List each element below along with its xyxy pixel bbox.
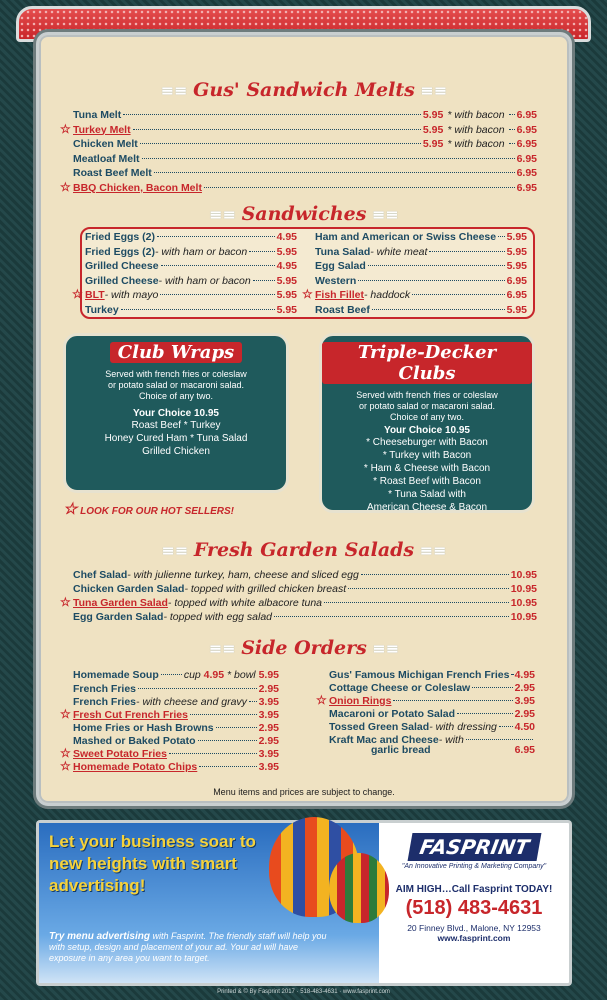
ad-sky bbox=[39, 823, 379, 983]
menu-row bbox=[60, 595, 537, 609]
menu-panel bbox=[36, 32, 572, 806]
item-name: French Fries bbox=[73, 696, 137, 708]
hot-sellers-note: ☆ LOOK FOR OUR HOT SELLERS! bbox=[63, 501, 235, 518]
item-name: French Fries bbox=[73, 683, 137, 695]
item-name: Tossed Green Salad bbox=[329, 721, 430, 733]
item-name: BBQ Chicken, Bacon Melt bbox=[73, 181, 202, 194]
item-note: - topped with grilled chicken breast bbox=[184, 583, 347, 595]
item-extra-price: 6.95 bbox=[516, 138, 537, 150]
item-price: 2.95 bbox=[258, 735, 279, 747]
wraps-line-2: Honey Cured Ham * Tuna Salad bbox=[104, 433, 248, 444]
menu-row bbox=[73, 722, 279, 734]
wing-right-icon: ≡≡ bbox=[366, 205, 399, 224]
item-name: Turkey bbox=[85, 303, 119, 316]
item-name: Fish Fillet bbox=[315, 289, 365, 301]
item-name: BLT bbox=[85, 289, 105, 301]
menu-row bbox=[73, 683, 279, 695]
item-name: Ham and American or Swiss Cheese bbox=[315, 231, 497, 243]
item-note: - white meat bbox=[370, 245, 428, 258]
item-extra-price: 6.95 bbox=[516, 152, 537, 165]
item-name: Onion Rings bbox=[329, 695, 392, 707]
clubs-line-5: * Tuna Salad with bbox=[388, 489, 466, 500]
printer-footer: Printed & © By Fasprint 2017 · 518-483-4631 · www.fasprint.com bbox=[217, 989, 390, 995]
item-extra-price: 6.95 bbox=[516, 181, 537, 194]
item-extra: * with bacon bbox=[447, 138, 505, 150]
item-price: 5.95 bbox=[506, 245, 527, 258]
wraps-desc-1: Served with french fries or coleslaw bbox=[105, 369, 247, 379]
wraps-line-1: Roast Beef * Turkey bbox=[131, 420, 221, 431]
hot-star-icon: ☆ bbox=[60, 759, 71, 773]
item-note: - with ham or bacon bbox=[155, 245, 248, 258]
wing-right-icon: ≡≡ bbox=[414, 81, 448, 100]
menu-row bbox=[85, 260, 297, 272]
item-price: 6.95 bbox=[506, 274, 527, 287]
item-note: - with mayo bbox=[104, 289, 159, 301]
salads-heading: ≡≡ Fresh Garden Salads ≡≡ bbox=[161, 539, 447, 561]
item-price: 2.95 bbox=[258, 683, 279, 695]
menu-row bbox=[60, 179, 537, 194]
clubs-line-1: * Cheeseburger with Bacon bbox=[366, 437, 488, 448]
item-note: - topped with white albacore tuna bbox=[167, 597, 323, 609]
item-price: 5.95 bbox=[276, 303, 297, 316]
item-price: 2.95 bbox=[258, 722, 279, 734]
menu-row bbox=[73, 153, 537, 165]
item-name: Grilled Cheese bbox=[85, 260, 159, 272]
menu-row bbox=[73, 611, 537, 623]
clubs-line-6: American Cheese & Bacon bbox=[366, 502, 488, 513]
triple-decker-box bbox=[319, 333, 535, 513]
item-price: 10.95 bbox=[510, 597, 537, 609]
wraps-desc-3: Choice of any two. bbox=[138, 391, 214, 401]
wing-left-icon: ≡≡ bbox=[160, 81, 194, 100]
menu-row bbox=[85, 304, 297, 316]
item-name: Roast Beef Melt bbox=[73, 167, 152, 179]
menu-row bbox=[85, 275, 297, 287]
item-name: Tuna Garden Salad bbox=[73, 597, 168, 609]
item-price: 4.95 bbox=[276, 231, 297, 243]
soup-row: Homemade Soup cup 4.95 * bowl 5.95 bbox=[73, 669, 279, 681]
menu-row bbox=[72, 287, 297, 301]
item-name: Fresh Cut French Fries bbox=[73, 709, 188, 721]
menu-row bbox=[315, 275, 527, 287]
item-price: 4.50 bbox=[514, 721, 535, 733]
clubs-desc-2: or potato salad or macaroni salad. bbox=[358, 401, 496, 411]
item-name: Western bbox=[315, 274, 357, 287]
wing-left-icon: ≡≡ bbox=[161, 541, 194, 560]
menu-row bbox=[73, 583, 537, 595]
item-note: - with ham or bacon bbox=[158, 274, 251, 287]
menu-row bbox=[315, 304, 527, 316]
item-extra: * with bacon bbox=[447, 123, 505, 136]
menu-row bbox=[73, 109, 537, 121]
triple-decker-title: Triple-Decker Clubs bbox=[322, 342, 532, 384]
item-name: Home Fries or Hash Browns bbox=[73, 722, 214, 734]
clubs-desc-1: Served with french fries or coleslaw bbox=[356, 390, 498, 400]
menu-row bbox=[315, 260, 527, 272]
hot-star-icon: ☆ bbox=[302, 287, 313, 301]
hot-star-icon: ☆ bbox=[60, 179, 71, 194]
wraps-line-3: Grilled Chicken bbox=[142, 446, 210, 457]
menu-row bbox=[60, 121, 537, 136]
wing-right-icon: ≡≡ bbox=[366, 639, 400, 658]
item-name: Grilled Cheese bbox=[85, 274, 159, 287]
item-price: 3.95 bbox=[258, 748, 279, 760]
menu-row bbox=[315, 231, 527, 243]
item-price: 10.95 bbox=[510, 611, 537, 623]
item-name: Gus' Famous Michigan French Fries bbox=[329, 669, 510, 681]
wing-left-icon: ≡≡ bbox=[208, 639, 242, 658]
item-name: Fried Eggs (2) bbox=[85, 245, 156, 258]
item-note: - with bbox=[438, 734, 464, 746]
item-price: 5.95 bbox=[506, 303, 527, 316]
hot-star-icon: ☆ bbox=[60, 121, 71, 136]
item-name: Tuna Melt bbox=[73, 109, 122, 121]
wraps-choice: Your Choice 10.95 bbox=[133, 408, 219, 419]
item-name: Egg Salad bbox=[315, 260, 366, 272]
clubs-line-4: * Roast Beef with Bacon bbox=[373, 476, 481, 487]
item-name: Turkey Melt bbox=[73, 123, 131, 136]
item-name: Egg Garden Salad bbox=[73, 611, 164, 623]
item-name: Mashed or Baked Potato bbox=[73, 735, 196, 747]
item-price: 5.95 bbox=[276, 274, 297, 287]
item-name: Homemade Potato Chips bbox=[73, 761, 198, 773]
clubs-choice: Your Choice 10.95 bbox=[384, 425, 470, 436]
item-name: Meatloaf Melt bbox=[73, 152, 140, 165]
menu-row bbox=[73, 569, 537, 581]
ad-body: Try menu advertising with Fasprint. The friendly staff will help you with setup, design and placement of your ad. Your ad will have exposure in any area you want to target. bbox=[49, 931, 327, 963]
item-price: 10.95 bbox=[510, 569, 537, 581]
item-name: Macaroni or Potato Salad bbox=[329, 708, 456, 720]
menu-row bbox=[85, 246, 297, 258]
item-price: 3.95 bbox=[514, 695, 535, 707]
website: www.fasprint.com bbox=[437, 933, 511, 943]
hot-star-icon: ☆ bbox=[60, 595, 71, 609]
item-price: 5.95 bbox=[422, 123, 444, 136]
item-name: Tuna Salad bbox=[315, 245, 371, 258]
menu-row bbox=[85, 231, 297, 243]
item-price: 5.95 bbox=[422, 138, 444, 150]
menu-row bbox=[73, 696, 279, 708]
menu-row bbox=[73, 138, 537, 150]
wraps-desc-2: or potato salad or macaroni salad. bbox=[107, 380, 245, 390]
item-extra-price: 6.95 bbox=[516, 123, 537, 136]
sides-heading: ≡≡ Side Orders ≡≡ bbox=[208, 637, 400, 659]
hot-star-icon: ☆ bbox=[72, 287, 83, 301]
menu-row bbox=[73, 735, 279, 747]
item-note: - with cheese and gravy bbox=[136, 696, 247, 708]
address: 20 Finney Blvd., Malone, NY 12953 bbox=[407, 923, 541, 933]
item-price: 6.95 bbox=[506, 289, 527, 301]
item-name: Sweet Potato Fries bbox=[73, 748, 167, 760]
menu-row bbox=[315, 246, 527, 258]
ad-headline: Let your business soar to new heights with smart advertising! bbox=[49, 832, 256, 895]
item-name: Roast Beef bbox=[315, 303, 370, 316]
call-line: AIM HIGH…Call Fasprint TODAY! bbox=[395, 884, 553, 895]
advertisement bbox=[36, 820, 572, 986]
item-name: Kraft Mac and Cheese bbox=[329, 734, 439, 746]
clubs-desc-3: Choice of any two. bbox=[389, 412, 465, 422]
item-price: 2.95 bbox=[514, 682, 535, 694]
item-price: 4.95 bbox=[276, 260, 297, 272]
kraft-line-2: garlic bread 6.95 bbox=[371, 744, 535, 756]
item-note: - topped with egg salad bbox=[163, 611, 273, 623]
menu-row bbox=[60, 759, 279, 773]
menu-row bbox=[60, 746, 279, 760]
item-price: 4.95 bbox=[514, 669, 535, 681]
item-name: Chef Salad bbox=[73, 569, 128, 581]
sandwiches-heading: ≡≡ Sandwiches ≡≡ bbox=[209, 203, 399, 225]
clubs-line-3: * Ham & Cheese with Bacon bbox=[363, 463, 491, 474]
item-extra: * with bacon bbox=[447, 109, 505, 121]
menu-row bbox=[329, 669, 535, 681]
item-name: Fried Eggs (2) bbox=[85, 231, 156, 243]
melts-heading: ≡≡ Gus' Sandwich Melts ≡≡ bbox=[160, 79, 448, 101]
item-name: Chicken Garden Salad bbox=[73, 583, 185, 595]
hot-star-icon: ☆ bbox=[60, 746, 71, 760]
item-price: 5.95 bbox=[506, 231, 527, 243]
menu-row bbox=[302, 287, 527, 301]
menu-row bbox=[73, 167, 537, 179]
menu-row bbox=[60, 707, 279, 721]
fasprint-contact bbox=[379, 823, 569, 983]
price-change-note: Menu items and prices are subject to change. bbox=[213, 787, 395, 797]
item-price: 3.95 bbox=[258, 709, 279, 721]
item-price: 5.95 bbox=[276, 289, 297, 301]
item-price: 2.95 bbox=[514, 708, 535, 720]
club-wraps-title: Club Wraps bbox=[110, 342, 242, 363]
star-icon: ☆ bbox=[63, 501, 78, 518]
menu-row bbox=[329, 682, 535, 694]
item-name: Chicken Melt bbox=[73, 138, 138, 150]
clubs-line-2: * Turkey with Bacon bbox=[382, 450, 472, 461]
fasprint-tagline: "An Innovative Printing & Marketing Company" bbox=[401, 863, 547, 870]
item-price: 3.95 bbox=[258, 761, 279, 773]
item-extra-price: 6.95 bbox=[516, 109, 537, 121]
item-price: 5.95 bbox=[506, 260, 527, 272]
wing-right-icon: ≡≡ bbox=[414, 541, 447, 560]
item-price: 10.95 bbox=[510, 583, 537, 595]
hot-star-icon: ☆ bbox=[60, 707, 71, 721]
item-note: - with dressing bbox=[429, 721, 497, 733]
menu-row bbox=[329, 721, 535, 733]
club-wraps-box bbox=[63, 333, 289, 493]
item-price: 5.95 bbox=[422, 109, 444, 121]
item-extra-price: 6.95 bbox=[516, 167, 537, 179]
item-note: - with julienne turkey, ham, cheese and sliced egg bbox=[127, 569, 359, 581]
menu-row bbox=[329, 708, 535, 720]
menu-row bbox=[316, 693, 535, 707]
fasprint-logo: FASPRINT bbox=[407, 833, 541, 861]
item-name: Cottage Cheese or Coleslaw bbox=[329, 682, 471, 694]
item-price: 3.95 bbox=[258, 696, 279, 708]
wing-left-icon: ≡≡ bbox=[209, 205, 242, 224]
phone-number: (518) 483-4631 bbox=[405, 897, 543, 919]
hot-star-icon: ☆ bbox=[316, 693, 327, 707]
item-note: - haddock bbox=[364, 289, 411, 301]
item-price: 5.95 bbox=[276, 245, 297, 258]
